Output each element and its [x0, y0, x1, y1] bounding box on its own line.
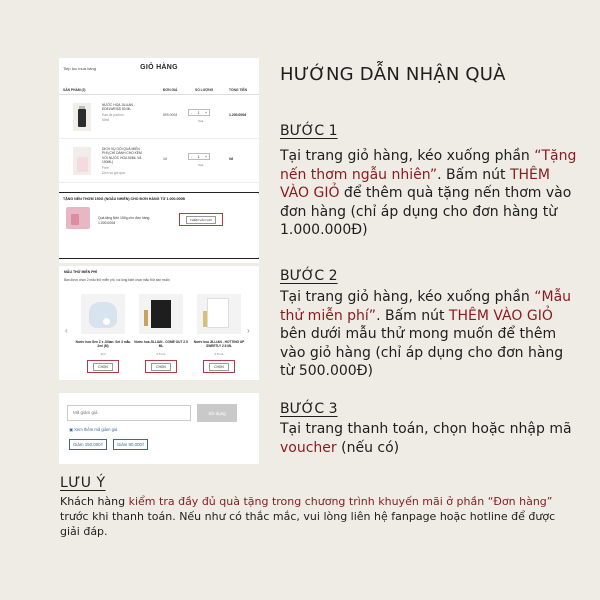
voucher-chip[interactable]: Giảm 150,000₫ [69, 439, 107, 450]
unit-price: 899.000đ [163, 113, 178, 117]
product-variant: Free [102, 165, 109, 170]
select-sample-button[interactable]: CHỌN [151, 363, 170, 371]
sample-card [191, 294, 247, 378]
cart-screenshot [59, 58, 259, 263]
step-3-text: Tại trang thanh toán, chọn hoặc nhập mã voucher (nếu có) [280, 421, 572, 456]
chevron-left-icon[interactable]: ‹ [65, 326, 68, 335]
plus-icon[interactable]: + [205, 110, 207, 115]
candle-image [66, 207, 90, 229]
sample-image[interactable] [197, 294, 241, 334]
voucher-input[interactable]: Mã giảm giá [67, 405, 191, 421]
sample-image[interactable] [139, 294, 183, 334]
voucher-chips [69, 439, 148, 450]
note-text: Khách hàng kiểm tra đầy đủ quà tặng trong chương trình khuyến mãi ở phần “Đơn hàng” trước khi thanh toán. Nếu như có thắc mắc, vui lòng liên hệ fanpage hoặc hotline để được giải đáp. [60, 495, 556, 538]
product-size: Dịch vụ gói quà [102, 171, 125, 176]
candle-gift-desc: Quà tặng Nến 150g cho đơn hàng 1.000.000đ [98, 216, 150, 225]
plus-icon[interactable]: + [205, 154, 207, 159]
step-2-text: Tại trang giỏ hàng, kéo xuống phần “Mẫu thử miễn phí”. Bấm nút THÊM VÀO GIỎ bên dưới mẫu thử mong muốn để thêm vào giỏ hàng (chỉ áp dụng cho đơn hàng từ 500.000Đ) [280, 289, 572, 379]
add-candle-to-cart-button[interactable]: THÊM VÀO GIỎ [186, 216, 216, 224]
remove-link[interactable]: Xóa [198, 119, 204, 123]
minus-icon[interactable]: - [191, 154, 193, 159]
col-product: SẢN PHẨM (2) [63, 88, 86, 92]
candle-gift-section [59, 192, 259, 259]
sample-card [75, 294, 131, 378]
select-sample-highlight [203, 360, 235, 373]
continue-shopping-link[interactable]: Tiếp tục mua hàng [63, 66, 96, 71]
sample-size: 2.5 mL [156, 352, 166, 356]
voucher-chip[interactable]: Giảm 90,000₫ [113, 439, 148, 450]
add-candle-button-highlight [179, 213, 223, 226]
cart-row [59, 139, 259, 183]
sample-name[interactable]: Nước hoa JILLIAN - COME OUT 2.5 ML [134, 340, 188, 349]
unit-price: 0đ [163, 157, 167, 161]
sample-card [133, 294, 189, 378]
guide-heading: HƯỚNG DẪN NHẬN QUÀ [280, 64, 506, 85]
step-2-title: BƯỚC 2 [280, 268, 338, 284]
candle-gift-title: TẶNG NẾN THƠM 150G (NGẪU NHIÊN) CHO ĐƠN HÀNG TỪ 1.000.000Đ [63, 197, 186, 201]
step-1-title: BƯỚC 1 [280, 123, 338, 139]
samples-screenshot [59, 266, 259, 380]
note-title: LƯU Ý [60, 475, 106, 491]
gift-wrap-image[interactable] [73, 147, 91, 175]
qty-value: 1 [197, 154, 200, 159]
voucher-screenshot [59, 393, 259, 464]
remove-link[interactable]: Xóa [198, 163, 204, 167]
select-sample-highlight [87, 360, 119, 373]
step-1-text: Tại trang giỏ hàng, kéo xuống phần “Tặng nến thơm ngẫu nhiên”. Bấm nút THÊM VÀO GIỎ để thêm quà tặng nến thơm vào đơn hàng (chỉ áp dụng cho đơn hàng từ 1.000.000Đ) [280, 148, 577, 238]
view-more-vouchers-link[interactable]: ▣ Xem thêm mã giảm giá [69, 427, 118, 432]
step-3-title: BƯỚC 3 [280, 401, 338, 417]
line-total: 1.200.000đ [229, 113, 247, 117]
sample-size: 2ml [100, 352, 106, 356]
apply-voucher-button[interactable]: Sử dụng [197, 404, 237, 422]
sample-image[interactable] [81, 294, 125, 334]
sample-name[interactable]: Nước hoa JILLIAN - HOTTING UP SWEETLY 2.5 ML [193, 340, 245, 349]
cart-title: GIỎ HÀNG [140, 64, 178, 71]
cart-row [59, 95, 259, 139]
sample-size: 2.5 mL [214, 352, 224, 356]
cart-header [59, 58, 259, 80]
sample-name[interactable]: Nước hoa Gen Z x Jillian: Set 3 mẫu 2ml (M) [75, 340, 131, 349]
col-total: TỔNG TIỀN [229, 88, 247, 92]
minus-icon[interactable]: - [191, 110, 193, 115]
select-sample-button[interactable]: CHỌN [209, 363, 228, 371]
col-price: ĐƠN GIÁ [163, 88, 178, 92]
product-name[interactable]: DỊCH VỤ GÓI QUÀ MIỄN PHÍ (CHỈ DÀNH CHO KÈM VỚI NƯỚC HOA 50ML VÀ 100ML) Free Dịch vụ gói quà [102, 147, 144, 175]
samples-title: MẪU THỬ MIỄN PHÍ [64, 270, 98, 274]
select-sample-highlight [145, 360, 177, 373]
quantity-stepper[interactable] [188, 153, 210, 160]
quantity-stepper[interactable] [188, 109, 210, 116]
line-total: 0đ [229, 157, 233, 161]
col-qty: SỐ LƯỢNG [195, 88, 214, 92]
select-sample-button[interactable]: CHỌN [93, 363, 112, 371]
product-name[interactable]: NƯỚC HOA JILLIAN - EDELWEISS 50 ML Eau de parfum 50ml [102, 103, 144, 123]
qty-value: 1 [197, 110, 200, 115]
chevron-right-icon[interactable]: › [247, 326, 250, 335]
product-size: 50ml [102, 118, 110, 123]
samples-desc: Bạn được chọn 2 mẫu thử miễn phí, vui lòng bấm chọn mẫu thử bạn muốn [64, 278, 170, 282]
product-variant: Eau de parfum [102, 112, 124, 117]
cart-table-header [59, 86, 259, 95]
perfume-image[interactable] [73, 103, 91, 131]
